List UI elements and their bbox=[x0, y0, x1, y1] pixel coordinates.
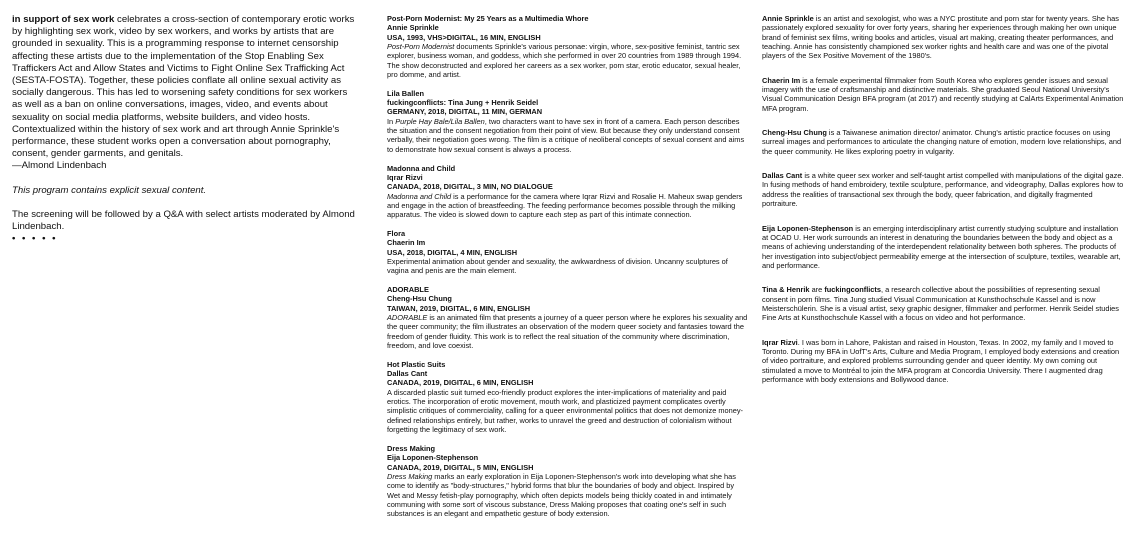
film-artist: Dallas Cant bbox=[387, 369, 428, 379]
film-description-italic: Madonna and Child bbox=[387, 191, 452, 201]
film-entry bbox=[387, 360, 749, 435]
intro-credit: —Almond Lindenbach bbox=[12, 160, 107, 172]
bio-name: Cheng-Hsu Chung bbox=[762, 128, 827, 138]
bio-text: is a white queer sex worker and self-taught artist compelled with manipulations of the digital gaze. In fusing methods of hand embroidery, textile sculpture, performance, and videography, Dallas explores how to address the realities of transactional sex through the body, queer fabrication, and digitally fragmented portraiture. bbox=[762, 171, 1124, 209]
bios-column bbox=[762, 14, 1124, 399]
film-description bbox=[387, 192, 749, 220]
film-description bbox=[387, 388, 749, 435]
film-description-text: , two characters want to have sex in front of a camera. Each person describes the situation and the consent negotiation from their point of view. But because they only understand consent verbally, their negotiation goes wrong. The film is a critique of neoliberal concepts of sexual consent and aims to demonstrate how sexual consent is always a process. bbox=[387, 116, 745, 154]
film-description-text: Experimental animation about gender and sexuality, the awkwardness of division. Uncanny sculptures of vagina and penis are the main element. bbox=[387, 256, 728, 276]
film-description-text: is a performance for the camera where Iqrar Rizvi and Rosalie H. Maheux swap genders and engage in the action of breastfeeding. The feeding performance becomes possible through the milking apparatus. The video is slowed down to capture each step as part of this intimate connection. bbox=[387, 191, 743, 220]
bio-collective-name: fuckingconflicts bbox=[824, 285, 881, 295]
film-meta: CANADA, 2019, DIGITAL, 6 MIN, ENGLISH bbox=[387, 378, 534, 388]
artist-bio bbox=[762, 14, 1124, 61]
film-title: Flora bbox=[387, 228, 406, 238]
content-warning bbox=[12, 185, 357, 197]
film-entry bbox=[387, 285, 749, 350]
intro-body: celebrates a cross-section of contemporary erotic works by highlighting sex work, video by sex workers, and works by artists that are grounded in sexuality. This is a programming response to internet censorship affecting these artists due to the implementation of the Stop Enabling Sex Traffickers Act and Allow States and Victims to Fight Online Sex Trafficking Act (SESTA-FOSTA). Together, these policies conflate all online sexual activity as socially dangerous. This has led to worsening safety conditions for sex workers as well as a ban on online conversations, images, video, and events about sexuality on social media platforms, website builders, and video hosts. Contextualized within the history of sex work and art through Annie Sprinkle's performance, these student works open a conversation about pornography, consent, gender garments, and genitals. bbox=[12, 14, 355, 160]
film-artist: fuckingconflicts: Tina Jung + Henrik Seidel bbox=[387, 98, 539, 108]
bio-text: is a Taiwanese animation director/ animator. Chung's artistic practice focuses on using surreal images and performances to articulate the changing nature of emotion, modern love relationships, and the queer community. He likes exploring poetry in vulgarity. bbox=[762, 128, 1122, 156]
film-title: Hot Plastic Suits bbox=[387, 359, 446, 369]
film-artist: Cheng-Hsu Chung bbox=[387, 294, 452, 304]
film-description-text: marks an early exploration in Eija Loponen-Stephenson's work into developing what she has come to identify as "body-structures," hybrid forms that blur the boundaries of body and object. Inspired by Wet and Messy fetish-play pornography, which often depicts models being thickly coated in and intimately communing with some sort of viscous substance, Dress Making proposes that coating one's self in such substances is an elegant and empathetic gesture of body extension. bbox=[387, 471, 736, 519]
bio-name: Tina & Henrik bbox=[762, 285, 810, 295]
artist-bio bbox=[762, 285, 1124, 322]
bio-text: . I was born in Lahore, Pakistan and raised in Houston, Texas. In 2002, my family and I moved to Toronto. During my BFA in UofT's Arts, Culture and Media Program, I employed body extensions and creation of video portraiture, and explored problems surrounding gender and queer identity. My own coming out stimulated a move to Montréal to join the MFA program at Concordia University. There I augmented drag performance with body extensions and Bollywood dance. bbox=[762, 337, 1120, 384]
bio-text: is an artist and sexologist, who was a NYC prostitute and porn star for twenty years. She has passionately explored sexuality for over forty years, sharing her experiences through making her own unique brand of feminist sex films, writing books and articles, visual art making, creating theater performances, and teaching. Annie has consistently championed sex worker rights and health care and was one of the pivotal players of the Sex Positive Movement of the 1980's. bbox=[762, 14, 1119, 61]
intro-column bbox=[12, 14, 357, 245]
film-description-italic: Dress Making bbox=[387, 471, 433, 481]
artist-bio bbox=[762, 128, 1124, 156]
film-entry bbox=[387, 229, 749, 276]
film-description bbox=[387, 313, 749, 350]
program-title: in support of sex work bbox=[12, 14, 115, 25]
film-title: Lila Ballen bbox=[387, 88, 424, 98]
film-description bbox=[387, 42, 749, 79]
bio-name: Eija Loponen-Stephenson bbox=[762, 223, 854, 233]
content-warning-text: This program contains explicit sexual content. bbox=[12, 184, 207, 196]
artist-bio bbox=[762, 224, 1124, 271]
film-title: Madonna and Child bbox=[387, 163, 456, 173]
bio-name: Chaerin Im bbox=[762, 75, 801, 85]
film-meta: GERMANY, 2018, DIGITAL, 11 MIN, GERMAN bbox=[387, 107, 543, 117]
film-description-pre: In bbox=[387, 116, 396, 126]
film-title: ADORABLE bbox=[387, 284, 429, 294]
film-description bbox=[387, 257, 749, 276]
film-meta: TAIWAN, 2019, DIGITAL, 6 MIN, ENGLISH bbox=[387, 303, 531, 313]
film-artist: Annie Sprinkle bbox=[387, 23, 439, 33]
dots-divider: • • • • • bbox=[12, 233, 58, 245]
bio-text: , a research collective about the possibilities of representing sexual consent in porn films. Tina Jung studied Visual Communication at Kunsthochschule Kassel and is now Meisterschülerin. She is a visual artist, sexy graphic designer, filmmaker and performer. Henrik Seidel studies Fine Arts at Kunsthochschule Kassel with a focus on video and hot performance. bbox=[762, 285, 1119, 323]
film-entry bbox=[387, 444, 749, 519]
film-description-italic: Purple Hay Bale/Lila Ballen bbox=[395, 116, 485, 126]
screening-note: The screening will be followed by a Q&A with select artists moderated by Almond Lindenbach. bbox=[12, 208, 355, 233]
film-description-text: documents Sprinkle's various personae: virgin, whore, sex-positive feminist, tantric sex explorer, business woman, and goddess, which she performed in over 20 countries from 1989 through 1994. The show deconstructed and explored her careers as a sex worker, porn star, erotic educator, sexual healer, pro domme, and artist. bbox=[387, 42, 742, 80]
film-meta: USA, 2018, DIGITAL, 4 MIN, ENGLISH bbox=[387, 247, 518, 257]
film-description bbox=[387, 472, 749, 519]
film-description bbox=[387, 117, 749, 154]
film-description-italic: ADORABLE bbox=[387, 313, 428, 322]
bio-name: Dallas Cant bbox=[762, 171, 803, 181]
film-artist: Eija Loponen-Stephenson bbox=[387, 453, 479, 463]
bio-connector: are bbox=[809, 285, 825, 295]
film-title: Post-Porn Modernist: My 25 Years as a Multimedia Whore bbox=[387, 14, 589, 23]
film-description-text: is an animated film that presents a journey of a queer person where he explores his sexuality and the queer community; the film illustrates an observation of the modern queer society and fantasies toward the freedom of gender fluidity. This work is to reflect the real situation of the community where discrimination, freedom, and love coexist. bbox=[387, 313, 748, 351]
bio-name: Annie Sprinkle bbox=[762, 14, 814, 23]
bio-name: Iqrar Rizvi bbox=[762, 337, 798, 347]
film-entry bbox=[387, 89, 749, 154]
film-entry bbox=[387, 164, 749, 220]
artist-bio bbox=[762, 338, 1124, 385]
film-artist: Chaerin Im bbox=[387, 238, 426, 248]
intro-paragraph bbox=[12, 14, 357, 160]
film-meta: CANADA, 2019, DIGITAL, 5 MIN, ENGLISH bbox=[387, 462, 534, 472]
film-meta: USA, 1993, VHS>DIGITAL, 16 MIN, ENGLISH bbox=[387, 32, 541, 42]
film-artist: Iqrar Rizvi bbox=[387, 172, 423, 182]
bio-text: is a female experimental filmmaker from South Korea who explores gender issues and sexual imagery with the use of craftsmanship and distinctive materials. She graduated Seoul National University's Visual Communication Design BFA program (at 2017) and recently studying at CalArts Experimental Animation MFA program. bbox=[762, 75, 1124, 113]
film-meta: CANADA, 2018, DIGITAL, 3 MIN, NO DIALOGUE bbox=[387, 182, 553, 192]
artist-bio bbox=[762, 171, 1124, 208]
film-entry bbox=[387, 14, 749, 79]
film-title: Dress Making bbox=[387, 443, 436, 453]
film-description-text: A discarded plastic suit turned eco-friendly product explores the inter-implications of materiality and paid erotics. The incorporation of erotic movement, mouth work, and plasticized payment complicates overtly simplistic critiques of commerciality, calling for a queer environmental politics that does not demonize money-defined relationships entirely, but rather, works to unravel the greed and destruction of colonialism without forgetting the legitimacy of sex work. bbox=[387, 387, 743, 435]
film-description-italic: Post-Porn Modernist bbox=[387, 42, 455, 52]
films-column bbox=[387, 14, 749, 528]
bio-text: is an emerging interdisciplinary artist currently studying sculpture and installation at OCAD U. Her work surrounds an interest in denaturing the boundaries between the body and object as a means of achieving understanding of the interdependent relationality between both spheres. The products of her investigation into subject/object permeability emerge at the intersection of sculpture, textiles, wearable art, and performance. bbox=[762, 223, 1121, 270]
artist-bio bbox=[762, 76, 1124, 113]
